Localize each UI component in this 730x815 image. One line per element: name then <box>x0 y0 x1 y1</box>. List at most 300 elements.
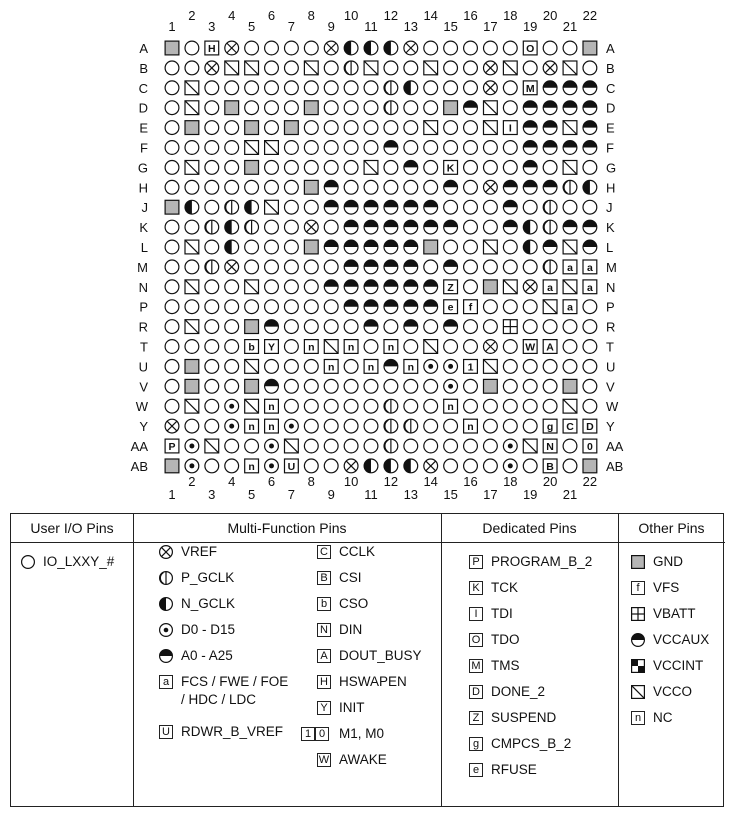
pin-AA14 <box>424 439 438 453</box>
pin-code: n <box>327 361 335 374</box>
pin-K14 <box>424 220 438 234</box>
pin-N11 <box>364 280 378 294</box>
pin-T5 <box>245 340 259 354</box>
row-label-left: V <box>139 379 148 395</box>
pin-AB8 <box>304 459 318 473</box>
pin-D18 <box>503 101 517 115</box>
pin-AA16 <box>464 439 478 453</box>
pin-B16 <box>464 61 478 75</box>
pin-D15 <box>444 101 458 115</box>
row-label-right: Y <box>606 419 615 435</box>
pin-M19 <box>523 260 537 274</box>
pin-AB2 <box>185 459 199 473</box>
pin-N13 <box>404 280 418 294</box>
p-gclk-icon <box>159 571 173 585</box>
row-label-left: H <box>138 180 148 196</box>
legend-label: M1, M0 <box>339 726 385 741</box>
pin-V21 <box>563 379 577 393</box>
box-code-icon: Z <box>469 711 483 725</box>
legend-label: D0 - D15 <box>181 622 236 637</box>
pin-F9 <box>324 141 338 155</box>
column-label-top: 13 <box>403 19 419 34</box>
pin-K15 <box>444 220 458 234</box>
pin-AB9 <box>324 459 338 473</box>
pin-J17 <box>484 200 498 214</box>
legend-label: CSO <box>339 596 369 611</box>
pin-H20 <box>543 180 557 194</box>
pin-M6 <box>265 260 279 274</box>
pin-Y2 <box>185 419 199 433</box>
column-label-top: 7 <box>287 19 296 34</box>
pin-H4 <box>225 180 239 194</box>
pin-G22 <box>583 161 597 175</box>
pin-AA9 <box>324 439 338 453</box>
legend-label: SUSPEND <box>491 710 557 725</box>
box-code-icon: B <box>317 571 331 585</box>
row-label-right: N <box>606 279 616 295</box>
pin-AB22 <box>583 459 597 473</box>
pin-E2 <box>185 121 199 135</box>
pin-A13 <box>404 41 418 55</box>
pin-F15 <box>444 141 458 155</box>
row-label-left: A <box>139 41 148 56</box>
pin-L20 <box>543 240 557 254</box>
pin-code: n <box>387 341 395 354</box>
pin-W13 <box>404 399 418 413</box>
pin-F3 <box>205 141 219 155</box>
box-code-icon: C <box>317 545 331 559</box>
column-label-bottom: 14 <box>423 474 438 489</box>
pin-W20 <box>543 399 557 413</box>
pin-AA4 <box>225 439 239 453</box>
address-pin-icon <box>631 633 645 647</box>
pin-V15 <box>444 379 458 393</box>
row-label-right: R <box>606 319 616 335</box>
legend-label: P_GCLK <box>181 570 235 585</box>
pin-K5 <box>245 220 259 234</box>
pin-U12 <box>384 360 398 374</box>
legend-label: FCS / FWE / FOE <box>181 674 289 689</box>
legend-label: VREF <box>181 544 218 559</box>
pin-N15 <box>444 280 458 294</box>
pin-R18 <box>503 320 517 334</box>
pin-U13 <box>404 360 418 374</box>
pin-D6 <box>265 101 279 115</box>
pin-C11 <box>364 81 378 95</box>
row-label-right: J <box>606 200 613 216</box>
pin-E8 <box>304 121 318 135</box>
pin-J19 <box>523 200 537 214</box>
pin-N10 <box>344 280 358 294</box>
pin-R2 <box>185 320 199 334</box>
legend-label: AWAKE <box>339 752 387 767</box>
pin-code: Y <box>267 341 276 354</box>
pin-code: n <box>308 341 315 354</box>
pin-T19 <box>523 340 537 354</box>
pin-G9 <box>324 161 338 175</box>
pin-H2 <box>185 180 199 194</box>
pin-G16 <box>464 161 478 175</box>
pin-AB13 <box>404 459 418 473</box>
pin-T17 <box>484 340 498 354</box>
vccint-icon <box>631 659 645 673</box>
pin-code: C <box>566 421 574 434</box>
pin-K3 <box>205 220 219 234</box>
pin-T22 <box>583 340 597 354</box>
pin-M4 <box>225 260 239 274</box>
pin-B8 <box>304 61 318 75</box>
pin-C5 <box>245 81 259 95</box>
pin-code: a <box>567 261 573 274</box>
pin-W15 <box>444 399 458 413</box>
pin-H16 <box>464 180 478 194</box>
pin-B9 <box>324 61 338 75</box>
pin-U15 <box>444 360 458 374</box>
pin-F2 <box>185 141 199 155</box>
pin-J15 <box>444 200 458 214</box>
pin-Y18 <box>503 419 517 433</box>
pin-code: 0 <box>586 441 593 453</box>
pin-V11 <box>364 379 378 393</box>
pin-E3 <box>205 121 219 135</box>
pin-L13 <box>404 240 418 254</box>
vref-icon <box>159 545 173 559</box>
pin-P9 <box>324 300 338 314</box>
pin-M13 <box>404 260 418 274</box>
pin-Y8 <box>304 419 318 433</box>
pin-T20 <box>543 340 557 354</box>
pin-E10 <box>344 121 358 135</box>
pin-M21 <box>563 260 577 274</box>
pin-code: N <box>546 441 554 453</box>
pin-AB21 <box>563 459 577 473</box>
pin-M16 <box>464 260 478 274</box>
pin-P13 <box>404 300 418 314</box>
pin-B12 <box>384 61 398 75</box>
pin-M15 <box>444 260 458 274</box>
pin-N18 <box>503 280 517 294</box>
pin-M22 <box>583 260 597 274</box>
pin-P7 <box>285 300 299 314</box>
pin-J2 <box>185 200 199 214</box>
pin-Y22 <box>583 419 597 433</box>
pin-code: M <box>525 82 535 95</box>
pin-P21 <box>563 300 577 314</box>
pin-V10 <box>344 379 358 393</box>
pin-AA17 <box>484 439 498 453</box>
pin-Y11 <box>364 419 378 433</box>
circle-icon <box>21 555 35 569</box>
pin-Y13 <box>404 419 418 433</box>
pin-C8 <box>304 81 318 95</box>
pin-A20 <box>543 41 557 55</box>
pin-AB10 <box>344 459 358 473</box>
pin-B6 <box>265 61 279 75</box>
pin-K21 <box>563 220 577 234</box>
pin-B17 <box>484 61 498 75</box>
pin-C6 <box>265 81 279 95</box>
pin-H8 <box>304 180 318 194</box>
pin-K13 <box>404 220 418 234</box>
pin-N2 <box>185 280 199 294</box>
pin-H12 <box>384 180 398 194</box>
pin-H10 <box>344 180 358 194</box>
row-label-right: M <box>606 259 617 275</box>
pin-A11 <box>364 41 378 55</box>
pin-L14 <box>424 240 438 254</box>
pin-B13 <box>404 61 418 75</box>
pin-E19 <box>523 121 537 135</box>
pin-U1 <box>165 360 179 374</box>
pin-V14 <box>424 379 438 393</box>
pin-E4 <box>225 121 239 135</box>
pin-V16 <box>464 379 478 393</box>
pin-C19 <box>523 81 537 95</box>
pin-E16 <box>464 121 478 135</box>
column-label-bottom: 8 <box>307 474 315 489</box>
pin-AA6 <box>265 439 279 453</box>
pin-K9 <box>324 220 338 234</box>
box-code-icon: n <box>631 711 645 725</box>
pin-E21 <box>563 121 577 135</box>
pin-W21 <box>563 399 577 413</box>
pin-P20 <box>543 300 557 314</box>
box-code-icon: b <box>317 597 331 611</box>
legend-label: VCCINT <box>653 658 704 673</box>
pin-R13 <box>404 320 418 334</box>
pin-J5 <box>245 200 259 214</box>
pin-A17 <box>484 41 498 55</box>
pin-G6 <box>265 161 279 175</box>
pin-L9 <box>324 240 338 254</box>
pin-AA12 <box>384 439 398 453</box>
pin-W19 <box>523 399 537 413</box>
pin-D4 <box>225 101 239 115</box>
pin-M3 <box>205 260 219 274</box>
row-label-right: F <box>606 140 614 156</box>
pin-A5 <box>245 41 259 55</box>
pin-A19 <box>523 41 537 55</box>
pin-L18 <box>503 240 517 254</box>
column-label-bottom: 2 <box>188 474 196 489</box>
pin-J3 <box>205 200 219 214</box>
pin-W14 <box>424 399 438 413</box>
pin-R1 <box>165 320 179 334</box>
pin-code: n <box>367 361 375 374</box>
pin-F17 <box>484 141 498 155</box>
pin-C16 <box>464 81 478 95</box>
address-pin-icon <box>159 649 173 663</box>
pin-G19 <box>523 160 537 174</box>
pin-V19 <box>523 379 537 393</box>
pin-G7 <box>285 161 299 175</box>
column-label-top: 20 <box>542 8 558 23</box>
pin-W8 <box>304 399 318 413</box>
legend-label: CSI <box>339 570 362 585</box>
pin-U22 <box>583 360 597 374</box>
pin-K16 <box>464 220 478 234</box>
row-label-left: G <box>137 160 148 176</box>
pin-N9 <box>324 280 338 294</box>
pin-C17 <box>484 81 498 95</box>
pin-G3 <box>205 161 219 175</box>
pin-M17 <box>484 260 498 274</box>
column-label-bottom: 5 <box>247 487 256 500</box>
pin-A21 <box>563 41 577 55</box>
pin-F6 <box>265 141 279 155</box>
column-label-top: 11 <box>364 19 378 34</box>
pin-R20 <box>543 320 557 334</box>
pin-N16 <box>464 280 478 294</box>
pin-A1 <box>165 41 179 55</box>
pin-F1 <box>165 141 179 155</box>
pin-D5 <box>245 101 259 115</box>
pin-F12 <box>384 141 398 155</box>
pin-code: W <box>525 341 536 354</box>
pin-L6 <box>265 240 279 254</box>
pin-Y10 <box>344 419 358 433</box>
pin-AB14 <box>424 459 438 473</box>
pin-T15 <box>444 340 458 354</box>
pin-E18 <box>503 121 517 135</box>
column-label-top: 10 <box>343 8 359 23</box>
pin-F20 <box>543 141 557 155</box>
pin-N14 <box>424 280 438 294</box>
pin-A14 <box>424 41 438 55</box>
pin-T1 <box>165 340 179 354</box>
column-label-top: 8 <box>307 8 315 23</box>
box-code-icon: g <box>469 737 483 751</box>
pin-B21 <box>563 61 577 75</box>
pin-J4 <box>225 200 239 214</box>
pin-AA7 <box>285 439 299 453</box>
pin-A12 <box>384 41 398 55</box>
row-label-right: C <box>606 80 616 96</box>
pin-B3 <box>205 61 219 75</box>
pin-code: n <box>407 361 415 374</box>
pin-C2 <box>185 81 199 95</box>
pin-P14 <box>424 300 438 314</box>
pin-AA1 <box>165 439 179 453</box>
pin-code: n <box>447 401 454 414</box>
pin-K18 <box>503 220 517 234</box>
column-label-bottom: 13 <box>403 487 419 500</box>
legend-label: VCCAUX <box>653 632 710 647</box>
pin-F22 <box>583 141 597 155</box>
pin-R8 <box>304 320 318 334</box>
pin-W7 <box>285 399 299 413</box>
pin-P17 <box>484 300 498 314</box>
pin-N20 <box>543 280 557 294</box>
row-label-right: L <box>606 240 614 255</box>
row-label-left: N <box>138 279 148 295</box>
pin-M10 <box>344 260 358 274</box>
pin-A2 <box>185 41 199 55</box>
pin-H22 <box>583 180 597 194</box>
pin-B15 <box>444 61 458 75</box>
pin-L19 <box>523 240 537 254</box>
legend-label: CCLK <box>339 544 376 559</box>
pin-C10 <box>344 81 358 95</box>
pin-Y3 <box>205 419 219 433</box>
pin-P1 <box>165 300 179 314</box>
column-label-bottom: 16 <box>463 474 478 489</box>
pin-K6 <box>265 220 279 234</box>
pin-Y21 <box>563 419 577 433</box>
pin-H19 <box>523 180 537 194</box>
pin-F21 <box>563 141 577 155</box>
pin-L1 <box>165 240 179 254</box>
pin-code: A <box>546 341 554 354</box>
pin-code: K <box>446 162 455 175</box>
pin-C18 <box>503 81 517 95</box>
pin-N12 <box>384 280 398 294</box>
pin-P3 <box>205 300 219 314</box>
pin-B2 <box>185 61 199 75</box>
pin-Y14 <box>424 419 438 433</box>
pin-U11 <box>364 360 378 374</box>
column-label-top: 14 <box>423 8 438 23</box>
column-label-top: 4 <box>228 8 236 23</box>
box-code-icon: N <box>317 623 331 637</box>
column-label-top: 6 <box>267 8 276 23</box>
pin-C4 <box>225 81 239 95</box>
pin-L15 <box>444 240 458 254</box>
pin-A6 <box>265 41 279 55</box>
legend-label: DONE_2 <box>491 684 546 699</box>
pin-U5 <box>245 360 259 374</box>
pin-T3 <box>205 340 219 354</box>
pin-W9 <box>324 399 338 413</box>
pin-G20 <box>543 161 557 175</box>
box-code-icon: f <box>631 581 645 595</box>
pin-W4 <box>225 399 239 413</box>
pin-U4 <box>225 360 239 374</box>
box-code-icon: O <box>469 633 483 647</box>
column-label-bottom: 3 <box>208 487 216 500</box>
pin-Y4 <box>225 419 239 433</box>
pin-U14 <box>424 360 438 374</box>
pin-B11 <box>364 61 378 75</box>
row-label-left: F <box>140 140 148 156</box>
pin-AB17 <box>484 459 498 473</box>
column-label-top: 22 <box>582 8 598 23</box>
pin-AB19 <box>523 459 537 473</box>
pin-R3 <box>205 320 219 334</box>
pin-L12 <box>384 240 398 254</box>
pin-L16 <box>464 240 478 254</box>
row-label-right: P <box>606 299 615 315</box>
pin-K4 <box>225 220 239 234</box>
pin-V2 <box>185 379 199 393</box>
pin-J8 <box>304 200 318 214</box>
pin-G4 <box>225 161 239 175</box>
row-label-right: AB <box>606 458 624 474</box>
row-label-right: B <box>606 60 615 76</box>
pin-N8 <box>304 280 318 294</box>
pin-Y17 <box>484 419 498 433</box>
pin-code: n <box>268 421 275 434</box>
box-code-icon: W <box>318 754 330 766</box>
pin-K1 <box>165 220 179 234</box>
column-label-bottom: 17 <box>483 487 498 500</box>
pin-W16 <box>464 399 478 413</box>
column-label-top: 12 <box>383 8 399 23</box>
pin-Y9 <box>324 419 338 433</box>
pin-AB12 <box>384 459 398 473</box>
pin-J22 <box>583 200 597 214</box>
column-label-bottom: 6 <box>267 474 276 489</box>
